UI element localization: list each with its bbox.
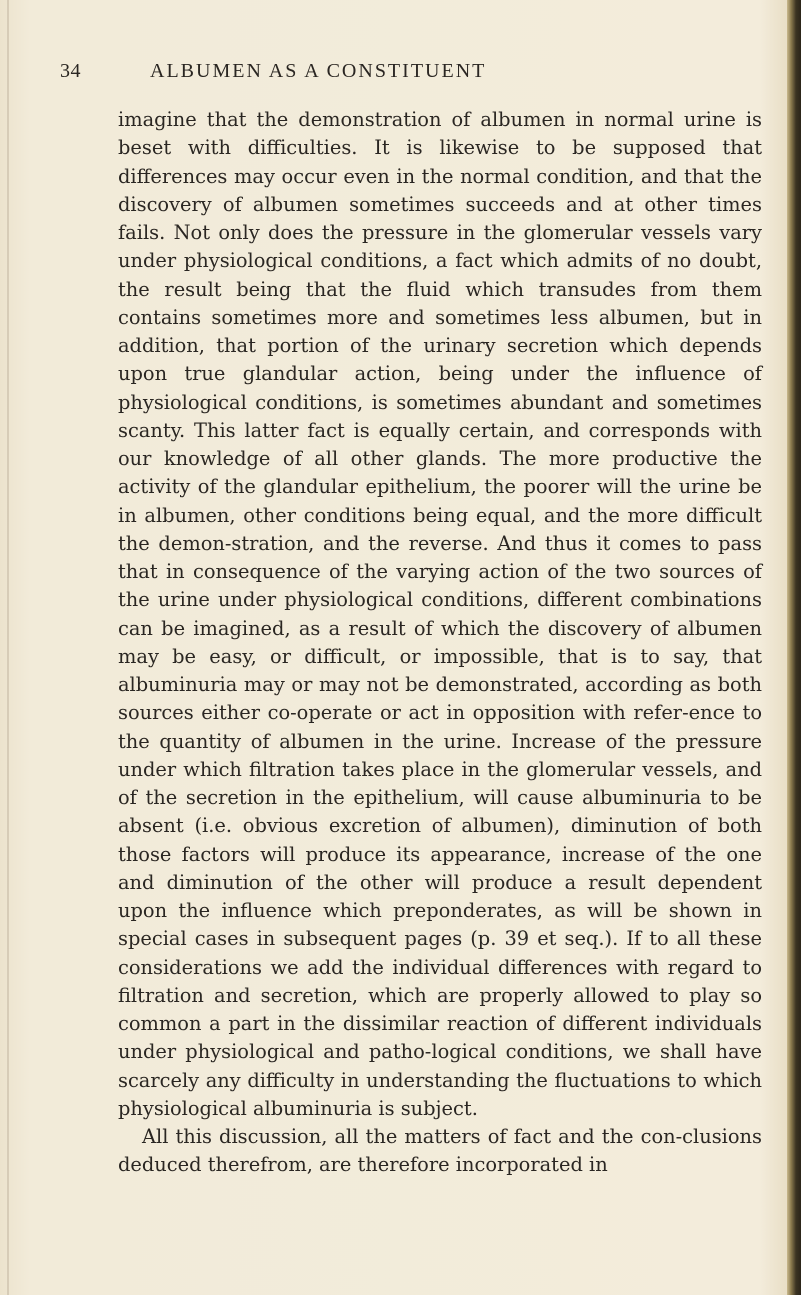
running-title: ALBUMEN AS A CONSTITUENT xyxy=(150,60,487,82)
body-text xyxy=(118,106,762,1180)
paragraph-1: imagine that the demonstration of albumen in normal urine is beset with difficulties. It is likewise to be supposed that differences may occur even in the normal condition, and that the discovery of albumen sometimes succeeds and at other times fails. Not only does the pressure in the glomerular vessels vary under physiological conditions, a fact which admits of no doubt, the result being that the fluid which transudes from them contains sometimes more and sometimes less albumen, but in addition, that portion of the urinary secretion which depends upon true glandular action, being under the influence of physiological conditions, is sometimes abundant and sometimes scanty. This latter fact is equally certain, and corresponds with our knowledge of all other glands. The more productive the activity of the glandular epithelium, the poorer will the urine be in albumen, other conditions being equal, and the more difficult the demon-stration, and the reverse. And thus it comes to pass that in consequence of the varying action of the two sources of the urine under physiological conditions, different combinations can be imagined, as a result of which the discovery of albumen may be easy, or difficult, or impossible, that is to say, that albuminuria may or may not be demonstrated, according as both sources either co-operate or act in opposition with refer-ence to the quantity of albumen in the urine. Increase of the pressure under which filtration takes place in the glomerular vessels, and of the secretion in the epithelium, will cause albuminuria to be absent (i.e. obvious excretion of albumen), diminution of both those factors will produce its appearance, increase of the one and diminution of the other will produce a result dependent upon the influence which preponderates, as will be shown in special cases in subsequent pages (p. 39 et seq.). If to all these considerations we add the individual differences with regard to filtration and secretion, which are properly allowed to play so common a part in the dissimilar reaction of different individuals under physiological and patho-logical conditions, we shall have scarcely any difficulty in understanding the fluctuations to which physiological albuminuria is subject. xyxy=(118,108,762,1120)
paragraph-2: All this discussion, all the matters of fact and the con-clusions deduced therefrom, are therefore incorporated in xyxy=(118,1125,762,1177)
page-number: 34 xyxy=(60,60,81,82)
page-header xyxy=(60,60,760,86)
book-binding-edge xyxy=(787,0,801,1295)
page-edge-shadow xyxy=(7,0,9,1295)
